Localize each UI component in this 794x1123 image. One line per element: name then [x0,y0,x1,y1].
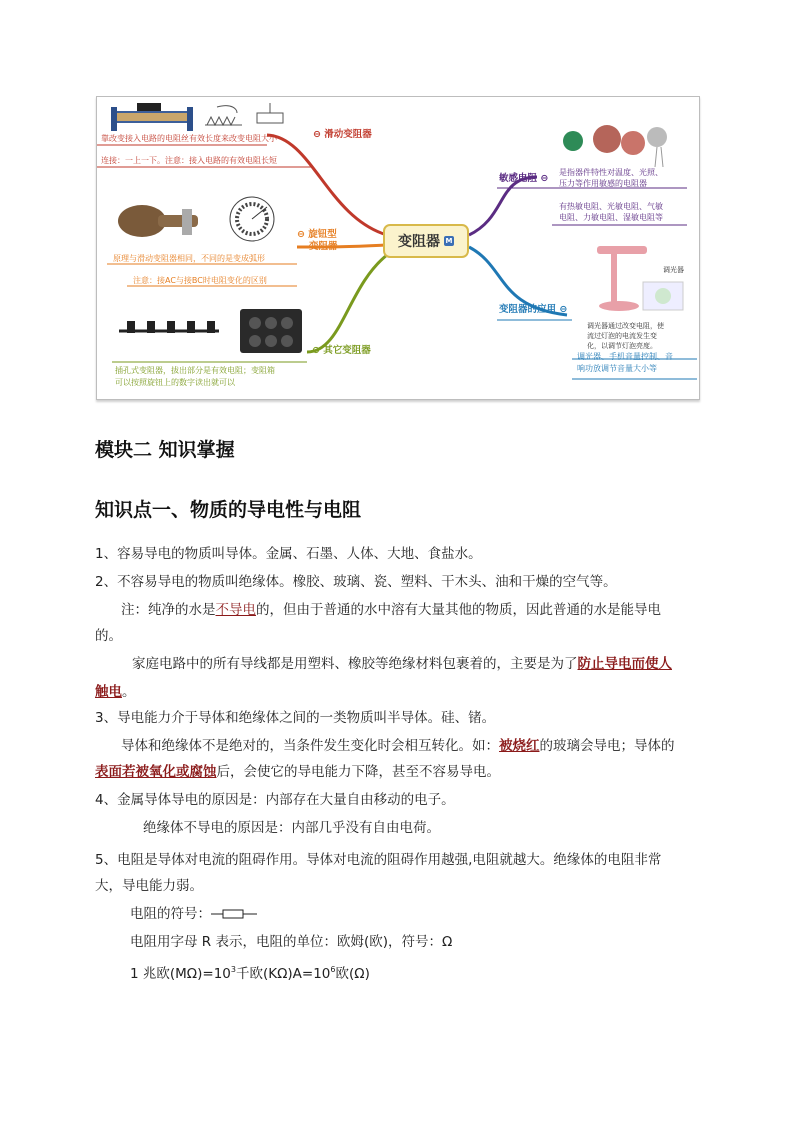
dimmer-lamp-image [593,242,693,317]
center-node-label: 变阻器 [398,234,440,250]
application-note-a1: 调光器通过改变电阻，使 [587,322,664,330]
resistance-box-image [115,305,305,357]
branch-bullet-icon: ⊖ [556,304,568,315]
highlight-oxidized: 表面若被氧化或腐蚀 [95,764,217,780]
mindmap-figure [96,96,700,400]
knob-note-2: 注意：接AC与接BC时电阻变化的区别 [133,276,267,285]
knowledge-point-title: 知识点一、物质的导电性与电阻 [95,499,362,521]
highlight-prevent-shock: 防止导电而使人 [577,656,672,672]
highlight-shock: 触电 [95,684,122,700]
line-7: 4、金属导体导电的原因是：内部存在大量自由移动的电子。 [95,792,455,808]
knob-rheostat-label: ⊖ 旋钮型 变阻器 [297,229,338,252]
dimmer-label: 调光器 [663,266,684,274]
sensitive-resistor-label: 敏感电阻 ⊖ [499,173,549,184]
highlight-not-conductive: 不导电 [215,602,256,618]
line-13: 1 兆欧$(M\Omega)=10^3$千欧$(K\Omega)A=10^6$欧(Ω) [130,965,370,982]
line-10: 大，导电能力弱。 [95,878,203,894]
sensitive-note-4: 电阻、力敏电阻、湿敏电阻等 [559,213,663,222]
line-11: 电阻的符号： [130,904,257,924]
line-3-cont: 的。 [95,628,122,644]
center-node [383,224,469,258]
knob-note-1: 原理与滑动变阻器相同，不同的是变成弧形 [113,254,265,263]
line-4: 家庭电路中的所有导线都是用塑料、橡胶等绝缘材料包裹着的，主要是为了防止导电而使人 [132,656,672,672]
sensitive-note-3: 有热敏电阻、光敏电阻、气敏 [559,202,663,211]
sensitive-note-1: 是指器件特性对温度、光照、 [559,168,663,177]
other-note-2: 可以按照旋钮上的数字读出就可以 [115,378,235,387]
line-6-cont: 表面若被氧化或腐蚀后，会使它的导电能力下降，甚至不容易导电。 [95,764,500,780]
line-1: 1、容易导电的物质叫导体。金属、石墨、人体、大地、食盐水。 [95,546,482,562]
line-3: 注：纯净的水是不导电的，但由于普通的水中溶有大量其他的物质，因此普通的水是能导电 [121,602,661,618]
resistor-symbol-icon [211,908,257,920]
application-note-1: 调光器、手机音量控制、音 [577,352,673,361]
line-4-cont: 触电。 [95,684,136,700]
sensitive-note-2: 压力等作用敏感的电阻器 [559,179,647,188]
branch-bullet-icon: ⊖ [537,173,549,184]
highlight-red-hot: 被烧红 [499,738,540,754]
knob-rheostat-image [112,189,292,251]
line-2: 2、不容易导电的物质叫绝缘体。橡胶、玻璃、瓷、塑料、干木头、油和干燥的空气等。 [95,574,617,590]
branch-bullet-icon: ⊖ [297,229,309,240]
line-12: 电阻用字母 R 表示，电阻的单位：欧姆(欧)，符号：Ω [130,934,453,950]
application-note-2: 响功放调节音量大小等 [577,364,657,373]
line-8: 绝缘体不导电的原因是：内部几乎没有自由电荷。 [143,820,440,836]
line-9: 5、电阻是导体对电流的阻碍作用。导体对电流的阻碍作用越强,电阻就越大。绝缘体的电阻非常 [95,852,662,868]
other-note-1: 插孔式变阻器，拔出部分是有效电阻；变阻箱 [115,366,275,375]
slide-rheostat-label: ⊖ 滑动变阻器 [313,129,372,140]
mindmap-badge-icon: M [445,237,453,245]
other-rheostat-label: ⊖ 其它变阻器 [312,345,371,356]
slide-note-1: 靠改变接入电路的电阻丝有效长度来改变电阻大小 [101,134,277,143]
application-note-a3: 化，以调节灯泡亮度。 [587,342,657,350]
application-note-a2: 流过灯泡的电流发生变 [587,332,657,340]
line-5: 3、导电能力介于导体和绝缘体之间的一类物质叫半导体。硅、锗。 [95,710,496,726]
rheostat-application-label: 变阻器的应用 ⊖ [499,304,568,315]
branch-bullet-icon: ⊖ [312,345,324,356]
branch-bullet-icon: ⊖ [313,129,325,140]
module-title: 模块二 知识掌握 [95,439,235,461]
slide-note-2: 连接：一上一下。注意：接入电路的有效电阻长短 [101,156,277,165]
line-6: 导体和绝缘体不是绝对的，当条件发生变化时会相互转化。如：被烧红的玻璃会导电；导体的 [121,738,675,754]
